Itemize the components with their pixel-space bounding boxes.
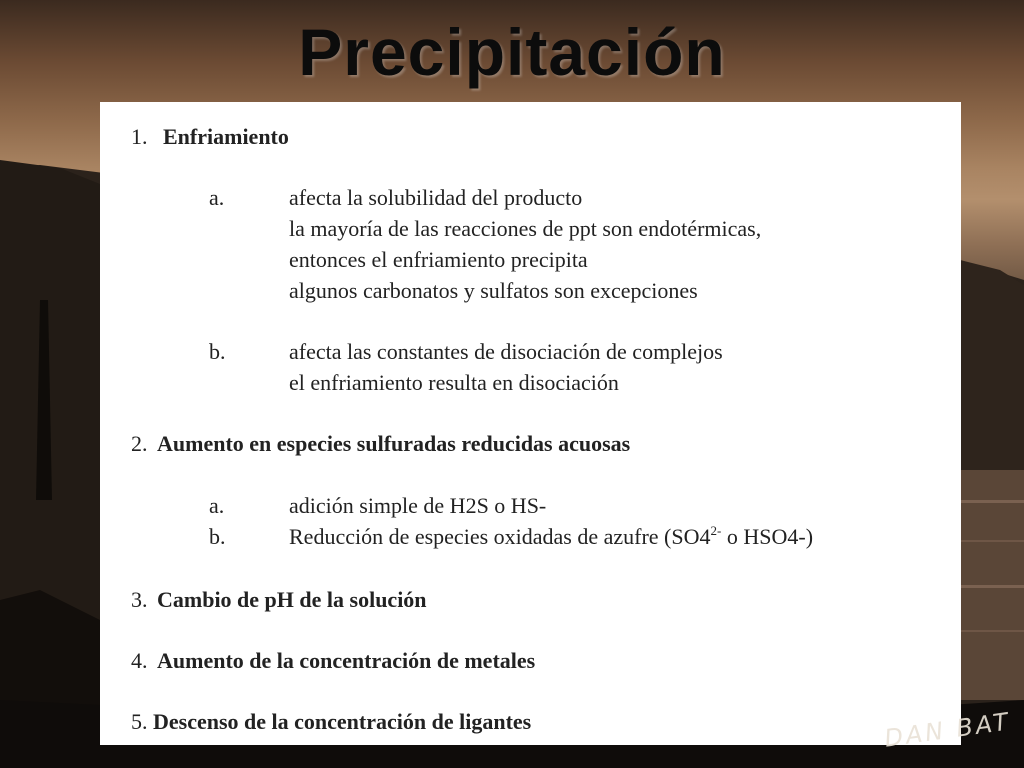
item-5 (131, 709, 531, 735)
item-1a-line-2: la mayoría de las reacciones de ppt son endotérmicas, (289, 216, 762, 241)
item-1-heading: Enfriamiento (163, 124, 289, 149)
item-5-number: 5. (131, 709, 148, 734)
item-5-heading: Descenso de la concentración de ligantes (153, 709, 532, 734)
item-4-heading: Aumento de la concentración de metales (157, 648, 536, 673)
item-2b-superscript: 2- (710, 523, 722, 538)
item-1b-line-1: afecta las constantes de disociación de complejos (289, 339, 723, 364)
item-4 (131, 648, 535, 674)
item-1-number: 1. (131, 124, 148, 149)
item-2b-line-1 (289, 524, 813, 550)
item-2-heading: Aumento en especies sulfuradas reducidas acuosas (157, 431, 631, 456)
item-1a-line-1: afecta la solubilidad del producto (289, 185, 583, 210)
item-2b-letter: b. (209, 524, 226, 549)
slide-title: Precipitación (298, 15, 726, 89)
item-4-number: 4. (131, 648, 148, 673)
item-1b-letter: b. (209, 339, 226, 364)
photo-signature: DAN BAT (882, 707, 1013, 753)
item-1 (131, 124, 289, 150)
item-3 (131, 587, 427, 613)
item-2a-letter: a. (209, 493, 225, 518)
content-panel (100, 102, 961, 745)
item-3-number: 3. (131, 587, 148, 612)
item-1a-letter: a. (209, 185, 225, 210)
item-1a-line-4: algunos carbonatos y sulfatos son excepciones (289, 278, 698, 303)
item-2a-line-1: adición simple de H2S o HS- (289, 493, 547, 518)
item-2b-text-post: o HSO4-) (721, 524, 814, 549)
item-2b-text-pre: Reducción de especies oxidadas de azufre (SO4 (289, 524, 711, 549)
item-2 (131, 431, 630, 457)
item-1a-line-3: entonces el enfriamiento precipita (289, 247, 588, 272)
item-2-number: 2. (131, 431, 148, 456)
item-1b-line-2: el enfriamiento resulta en disociación (289, 370, 619, 395)
item-3-heading: Cambio de pH de la solución (157, 587, 427, 612)
